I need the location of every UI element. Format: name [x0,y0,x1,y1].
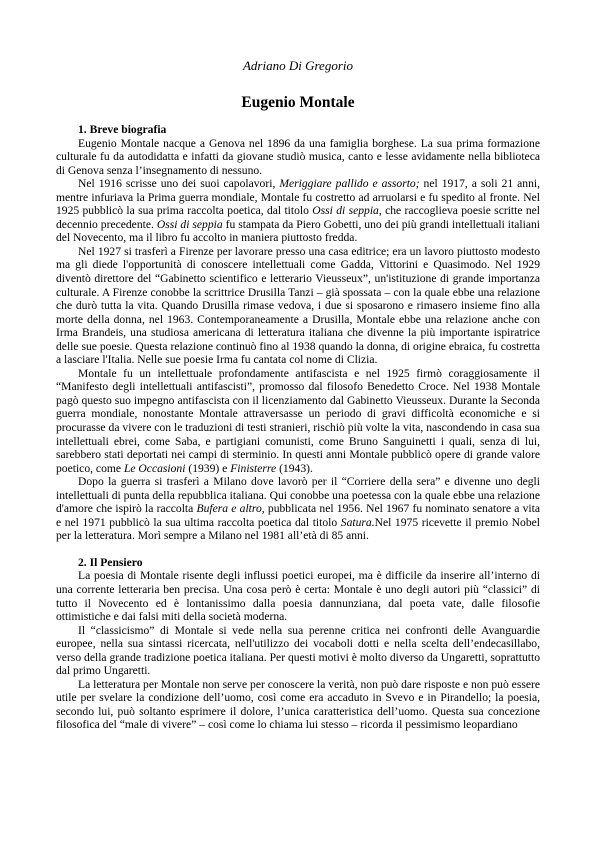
paragraph [56,177,540,245]
section-heading: 1. Breve biografia [78,123,167,136]
text-run: Nel 1927 si trasferì a Firenze per lavorare presso una casa editrice; era un lavoro piuttosto modesto ma gli diede l'opportunità di conoscere intellettuali come Gadda, Vittorini e Quasimodo. Nel 1929 diventò direttore del “Gabinetto scientifico e letterario Vieusseux”, un'istituzione di grande importanza culturale. A Firenze conobbe la scrittrice Drusilla Tanzi – già spossata – con la quale ebbe una relazione che durò tutta la vita. Quando Drusilla rimase vedova, i due si sposarono e rimasero insieme fino alla morte della donna, nel 1963. Contemporaneamente a Drusilla, Montale ebbe una relazione anche con Irma Brandeis, una studiosa americana di letteratura italiana che divenne la più importante ispiratrice delle sue poesie. Questa relazione continuò fino al 1938 quando la donna, di origine ebraica, fu costretta a lasciare l'Italia. Nelle sue poesie Irma fu cantata col nome di Clizia. [56,244,540,367]
text-run: Montale fu un intellettuale profondamente antifascista e nel 1925 firmò coraggiosamente il “Manifesto degli intellettuali antifascisti”, promosso dal filosofo Benedetto Croce. Nel 1938 Montale pagò questo suo impegno antifascista con il licenziamento dal Gabinetto Vieusseux. Durante la Seconda guerra mondiale, nonostante Montale attraversasse un periodo di gravi difficoltà economiche e si procurasse da vivere con le traduzioni di testi stranieri, rischiò più volte la vita, nascondendo in casa sua intellettuali ebrei, come Saba, e partigiani comunisti, come Bruno Sanguinetti i quali, senza di lui, sarebbero stati deportati nei campi di sterminio. In questi anni Montale pubblicò opere di grande valore poetico, come [56,366,540,475]
document-title: Eugenio Montale [241,94,355,111]
italic-title: Ossi di seppia [156,217,223,231]
text-run: Il “classicismo” di Montale si vede nella sua perenne critica nei confronti delle Avanguardie europee, nella sua sintassi ricercata, nell'utilizzo dei vocaboli dotti e nella scelta dell’endecasillabo, verso della grande tradizione poetica italiana. Per questi motivi è molto diverso da Ungaretti, soprattutto dal primo Ungaretti. [56,623,540,678]
text-run: Dopo la guerra si trasferì a Milano dove lavorò per il “Corriere della sera” e divenne uno degli intellettuali di punta della repubblica italiana. Qui conobbe una poetessa con la quale ebbe una relazione d'amore che ispirò la raccolta [56,475,540,516]
text-run: (1943). [276,461,313,475]
text-run: Nel 1916 scrisse uno dei suoi capolavori, [78,177,280,191]
italic-title: Bufera e altro, [196,502,265,516]
section-heading: 2. Il Pensiero [78,555,143,569]
paragraph [56,678,540,732]
italic-title: Le Occasioni [123,461,186,475]
paragraph [56,475,540,543]
paragraph [56,245,540,367]
document-page [56,58,540,732]
paragraph [56,137,540,178]
paragraph [56,569,540,623]
text-run: Nel 1975 ricevette il premio Nobel per la letteratura. Morì sempre a Milano nel 1981 all’età di 85 anni. [56,515,540,543]
text-run: La letteratura per Montale non serve per conoscere la verità, non può dare risposte e non può essere utile per svelare la condizione dell’uomo, così come era accaduto in Svevo e in Pirandello; la poesia, secondo lui, può soltanto esprimere il dolore, l’unica caratteristica dell’uomo. Questa sua concezione filosofica del “male di vivere” – così come lo chiama lui stesso – ricorda il pessimismo leopardiano [56,677,540,732]
italic-title: Ossi di seppia [312,204,379,218]
italic-title: Satura. [340,515,375,529]
text-run: La poesia di Montale risente degli influssi poetici europei, ma è difficile da inserire all’interno di una corrente letteraria ben precisa. Una cosa però è certa: Montale è uno degli autori più “classici” di tutto il Novecento ed è lontanissimo dalla poesia dannunziana, dal poeta vate, dalle filosofie ottimistiche e dai falsi miti della società moderna. [56,569,540,624]
paragraph [56,624,540,678]
section-biografia [56,123,540,543]
italic-title: Finisterre [230,461,277,475]
text-run: pubblicata nel 1956. Nel 1967 fu nominato senatore a vita e nel 1971 pubblicò la sua ultima raccolta poetica dal titolo [56,502,540,529]
text-run: , che raccoglieva poesie scritte nel decennio precedente. [56,204,540,231]
text-run: nel 1917, a soli 21 anni, mentre infuriava la Prima guerra mondiale, Montale fu costretto ad arruolarsi e fu spedito al fronte. Nel 1925 pubblicò la sua prima raccolta poetica, dal titolo [56,177,540,218]
text-run: (1939) e [185,461,231,475]
text-run: fu stampata da Piero Gobetti, uno dei più grandi intellettuali italiani del Novecento, ma il libro fu accolto in maniera piuttosto fredda. [56,217,541,245]
italic-title: Meriggiare pallido e assorto; [279,177,420,191]
author-name: Adriano Di Gregorio [242,58,354,73]
text-run: Eugenio Montale nacque a Genova nel 1896 da una famiglia borghese. La sua prima formazione culturale fu da autodidatta e infatti da giovane studiò musica, canto e lesse avidamente nella biblioteca di Genova senza l’insegnamento di nessuno. [56,136,540,177]
paragraph [56,367,540,475]
section-pensiero [56,556,540,732]
